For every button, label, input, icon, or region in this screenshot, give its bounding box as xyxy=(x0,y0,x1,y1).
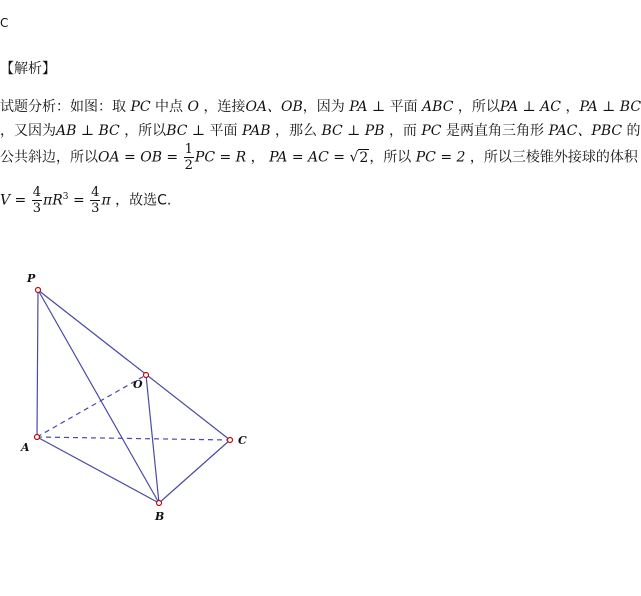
text: 的 xyxy=(626,123,641,139)
math: PA ⊥ BC xyxy=(579,99,641,115)
label-O: O xyxy=(133,378,143,391)
text: ，所以 xyxy=(369,149,412,166)
math: PA ⊥ xyxy=(349,99,386,115)
figure-points xyxy=(35,288,233,506)
text: ， xyxy=(565,99,580,115)
label-P: P xyxy=(27,272,36,285)
label-C: C xyxy=(238,434,247,447)
text: ，那么 xyxy=(274,123,317,139)
math: O xyxy=(187,99,199,115)
text: ，故选C. xyxy=(115,192,172,209)
fraction-denominator: 3 xyxy=(32,201,42,216)
math: = xyxy=(72,192,85,209)
math: PC = R xyxy=(194,149,247,166)
math: V = xyxy=(0,192,27,209)
math: BC ⊥ PB xyxy=(321,123,385,139)
math: PAC、PBC xyxy=(548,123,623,139)
text: ，连接 xyxy=(203,99,246,115)
text: ，而 xyxy=(388,123,417,139)
fraction-denominator: 2 xyxy=(184,158,193,173)
point-B xyxy=(157,501,162,506)
fraction-numerator: 4 xyxy=(32,185,42,200)
math: PAB xyxy=(241,123,271,139)
radicand: 2 xyxy=(359,149,369,166)
edge-PB xyxy=(38,290,159,503)
text: ，所以 xyxy=(457,99,500,115)
exponent: 3 xyxy=(62,191,69,202)
point-O xyxy=(144,373,149,378)
text: ，所以 xyxy=(124,123,167,139)
text: 试题分析：如图：取 xyxy=(0,99,126,115)
math: AB ⊥ BC xyxy=(56,123,120,139)
fraction-denominator: 3 xyxy=(91,201,100,216)
text: ，所以三棱锥外接球的体积 xyxy=(469,149,638,166)
edge-BC xyxy=(159,440,230,503)
analysis-heading: 【解析】 xyxy=(0,61,56,77)
math: PC xyxy=(130,99,151,115)
math: PA = AC = xyxy=(269,149,346,166)
text: ，又因为 xyxy=(0,123,56,139)
text: 平面 xyxy=(209,123,238,139)
point-C xyxy=(228,438,233,443)
math: PA ⊥ AC xyxy=(499,99,561,115)
text: ， xyxy=(250,149,265,166)
figure-edges xyxy=(37,290,230,503)
math: BC ⊥ xyxy=(166,123,206,139)
label-B: B xyxy=(155,510,165,523)
text: 平面 xyxy=(389,99,418,115)
math: PC xyxy=(421,123,442,139)
text: 公共斜边，所以 xyxy=(0,149,98,166)
math: OA = OB = xyxy=(98,149,179,166)
math: PC = 2 xyxy=(415,149,466,166)
edge-PC xyxy=(38,290,230,440)
square-root: √2 xyxy=(349,149,369,166)
edge-PA xyxy=(37,290,38,437)
math: π xyxy=(101,192,111,209)
point-A xyxy=(35,435,40,440)
math: OA、OB xyxy=(245,99,303,115)
math: ABC xyxy=(422,99,454,115)
fraction-numerator: 4 xyxy=(91,185,100,200)
text: ，因为 xyxy=(302,99,345,115)
text: 中点 xyxy=(155,99,184,115)
math: πR xyxy=(43,192,63,209)
label-A: A xyxy=(21,441,30,454)
answer-letter: C xyxy=(0,16,9,30)
point-P xyxy=(36,288,41,293)
edge-AC-hidden xyxy=(37,437,230,440)
text: 是两直角三角形 xyxy=(445,123,544,139)
fraction-numerator: 1 xyxy=(184,142,193,157)
